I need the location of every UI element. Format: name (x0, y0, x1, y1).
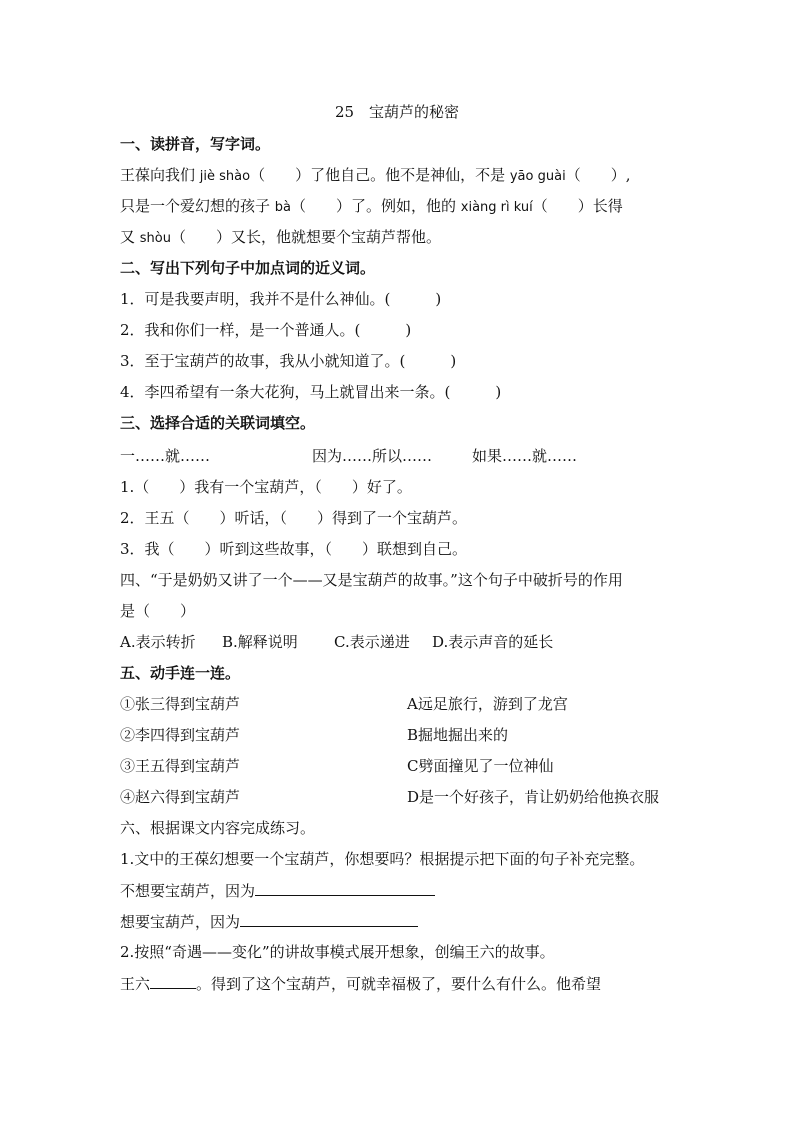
answer-line-yes (120, 911, 418, 932)
fill-blank[interactable] (240, 911, 418, 927)
section2-item: 2．我和你们一样，是一个普通人。( ) (120, 321, 412, 339)
section6-heading: 六、根据课文内容完成练习。 (120, 819, 316, 837)
section2-heading: 二、写出下列句子中加点词的近义词。 (120, 259, 376, 277)
text: （ ）了。例如，他的 (291, 197, 461, 215)
page-title: 25 宝葫芦的秘密 (334, 103, 460, 121)
text: 不想要宝葫芦，因为 (120, 882, 256, 900)
match-right-item: D是一个好孩子，肯让奶奶给他换衣服 (407, 788, 660, 806)
section3-item: 3．我（ ）听到这些故事，（ ）联想到自己。 (120, 540, 468, 558)
conjunction-option: 如果……就…… (472, 447, 578, 465)
text: 想要宝葫芦，因为 (120, 913, 241, 931)
section5-heading: 五、动手连一连。 (120, 664, 241, 682)
match-right-item: B掘地掘出来的 (407, 726, 509, 744)
choice-option: B.解释说明 (222, 633, 298, 651)
section1-line1 (120, 165, 630, 187)
section4-question-cont: 是（ ） (120, 602, 196, 620)
match-left-item: ④赵六得到宝葫芦 (120, 788, 241, 806)
text: 只是一个爱幻想的孩子 (120, 197, 275, 215)
section2-item: 1．可是我要声明，我并不是什么神仙。( ) (120, 290, 442, 308)
text: （ ）, (565, 166, 631, 184)
text: 王葆向我们 (120, 166, 200, 184)
section2-item: 3．至于宝葫芦的故事，我从小就知道了。( ) (120, 352, 457, 370)
story-line (120, 973, 601, 994)
conjunction-option: 因为……所以…… (312, 447, 433, 465)
pinyin: xiàng rì kuí (460, 200, 533, 215)
section6-question1: 1.文中的王葆幻想要一个宝葫芦，你想要吗？根据提示把下面的句子补充完整。 (120, 850, 645, 868)
text: 又 (120, 228, 140, 246)
text: 王六 (120, 975, 151, 993)
fill-blank[interactable] (150, 973, 196, 989)
fill-blank[interactable] (255, 880, 435, 896)
match-right-item: C劈面撞见了一位神仙 (407, 757, 554, 775)
pinyin: shòu (139, 231, 171, 246)
pinyin: jiè shào (199, 169, 251, 184)
section1-line2 (120, 196, 623, 218)
section3-item: 1.（ ）我有一个宝葫芦，（ ）好了。 (120, 478, 412, 496)
match-right-item: A远足旅行，游到了龙宫 (407, 695, 568, 713)
answer-line-no (120, 880, 435, 901)
section1-line3 (120, 227, 441, 249)
section2-item: 4．李四希望有一条大花狗，马上就冒出来一条。( ) (120, 383, 502, 401)
text: 。得到了这个宝葫芦，可就幸福极了，要什么有什么。他希望 (196, 975, 602, 993)
conjunction-option: 一……就…… (120, 447, 211, 465)
choice-option: C.表示递进 (334, 633, 410, 651)
match-left-item: ③王五得到宝葫芦 (120, 757, 241, 775)
choice-option: D.表示声音的延长 (432, 633, 554, 651)
text: （ ）了他自己。他不是神仙，不是 (250, 166, 510, 184)
section4-question: 四、“于是奶奶又讲了一个——又是宝葫芦的故事。”这个句子中破折号的作用 (120, 571, 623, 589)
section3-item: 2．王五（ ）听话，（ ）得到了一个宝葫芦。 (120, 509, 468, 527)
section1-heading: 一、读拼音，写字词。 (120, 135, 271, 153)
choice-option: A.表示转折 (120, 633, 196, 651)
pinyin: bà (274, 200, 291, 215)
section6-question2: 2.按照“奇遇——变化”的讲故事模式展开想象，创编王六的故事。 (120, 943, 555, 961)
match-left-item: ②李四得到宝葫芦 (120, 726, 241, 744)
match-left-item: ①张三得到宝葫芦 (120, 695, 241, 713)
text: （ ）长得 (532, 197, 623, 215)
text: （ ）又长，他就想要个宝葫芦帮他。 (171, 228, 442, 246)
pinyin: yāo guài (509, 169, 566, 184)
section3-heading: 三、选择合适的关联词填空。 (120, 414, 316, 432)
